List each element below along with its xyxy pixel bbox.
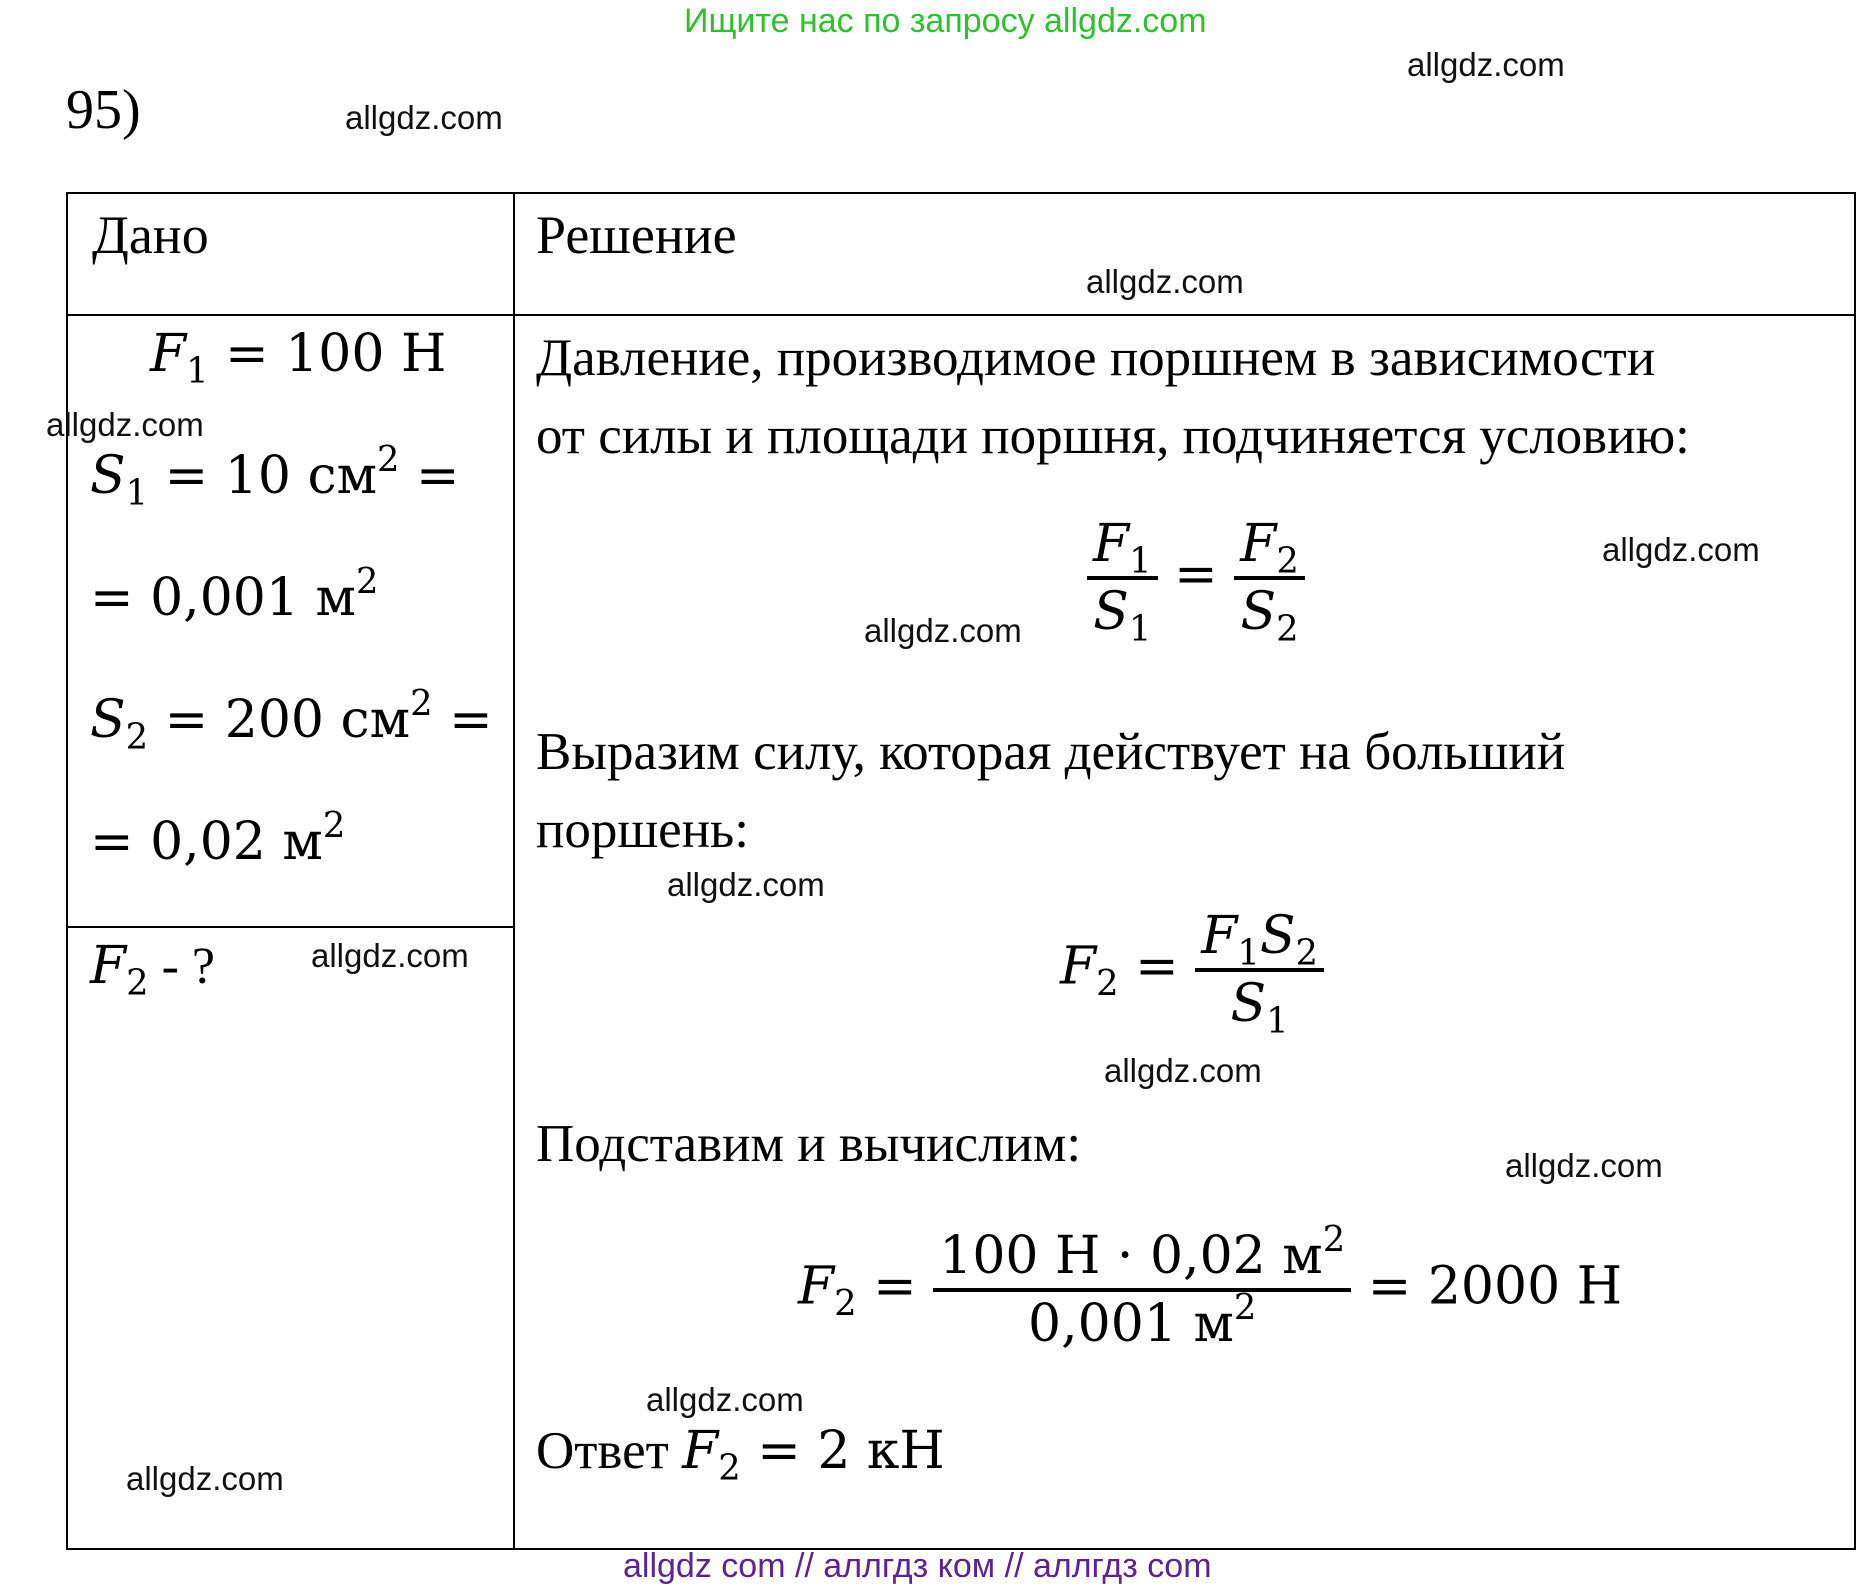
calc-intro: Подставим и вычислим: bbox=[536, 1115, 1082, 1173]
watermark: allgdz.com bbox=[345, 99, 503, 136]
solution-table bbox=[66, 192, 1856, 1550]
watermark: allgdz.com bbox=[1086, 263, 1244, 300]
intro-line-2: от силы и площади поршня, подчиняется условию: bbox=[536, 407, 1690, 465]
watermark: allgdz.com bbox=[126, 1460, 284, 1497]
given-header-cell bbox=[67, 193, 514, 315]
problem-number: 95) bbox=[66, 79, 141, 141]
given-s2: $S_2 = 200$ $см^2$ = bbox=[90, 683, 493, 758]
watermark: allgdz.com bbox=[646, 1381, 804, 1418]
given-f1: $F_1 = 100$ Н bbox=[150, 324, 447, 392]
given-s2-si: = 0,02 $м^2$ bbox=[90, 805, 346, 872]
find-cell bbox=[67, 927, 514, 1549]
intro-line-1: Давление, производимое поршнем в зависимости bbox=[536, 329, 1656, 387]
watermark: allgdz.com bbox=[1104, 1052, 1262, 1089]
express-line-2: поршень: bbox=[536, 801, 749, 859]
watermark: allgdz.com bbox=[667, 866, 825, 903]
solution-cell bbox=[514, 315, 1855, 1549]
watermark: allgdz.com bbox=[46, 406, 204, 443]
find-unknown: $F_2$ - ? bbox=[90, 936, 215, 1004]
answer-line: Ответ $F_2 = 2$ кН bbox=[536, 1421, 945, 1489]
watermark: allgdz.com bbox=[1407, 46, 1565, 83]
solution-header: Решение bbox=[536, 205, 737, 265]
watermark: allgdz.com bbox=[1505, 1147, 1663, 1184]
search-banner: Ищите нас по запросу allgdz.com bbox=[684, 2, 1207, 40]
watermark: allgdz.com bbox=[1602, 531, 1760, 568]
given-s1-si: = 0,001 $м^2$ bbox=[90, 561, 379, 628]
watermark: allgdz.com bbox=[864, 612, 1022, 649]
express-line-1: Выразим силу, которая действует на больший bbox=[536, 723, 1566, 781]
formula-calculation: $F_2$ = $\frac{100 Н \cdot 0,02 м^2}{0,001 м^2}$ = 2000 Н bbox=[798, 1219, 1623, 1354]
formula-pressure-equality: $\frac{F_1}{S_1}$ = $\frac{F_2}{S_2}$ bbox=[1087, 514, 1305, 642]
formula-f2-expression: $F_2$ = $\frac{F_1S_2}{S_1}$ bbox=[1060, 906, 1324, 1034]
watermark: allgdz.com bbox=[311, 937, 469, 974]
footer-mirrors: allgdz com // аллгдз ком // аллгдз com bbox=[623, 1547, 1212, 1585]
given-s1: $S_1 = 10$ $см^2$ = bbox=[90, 439, 460, 514]
given-header: Дано bbox=[92, 205, 209, 265]
